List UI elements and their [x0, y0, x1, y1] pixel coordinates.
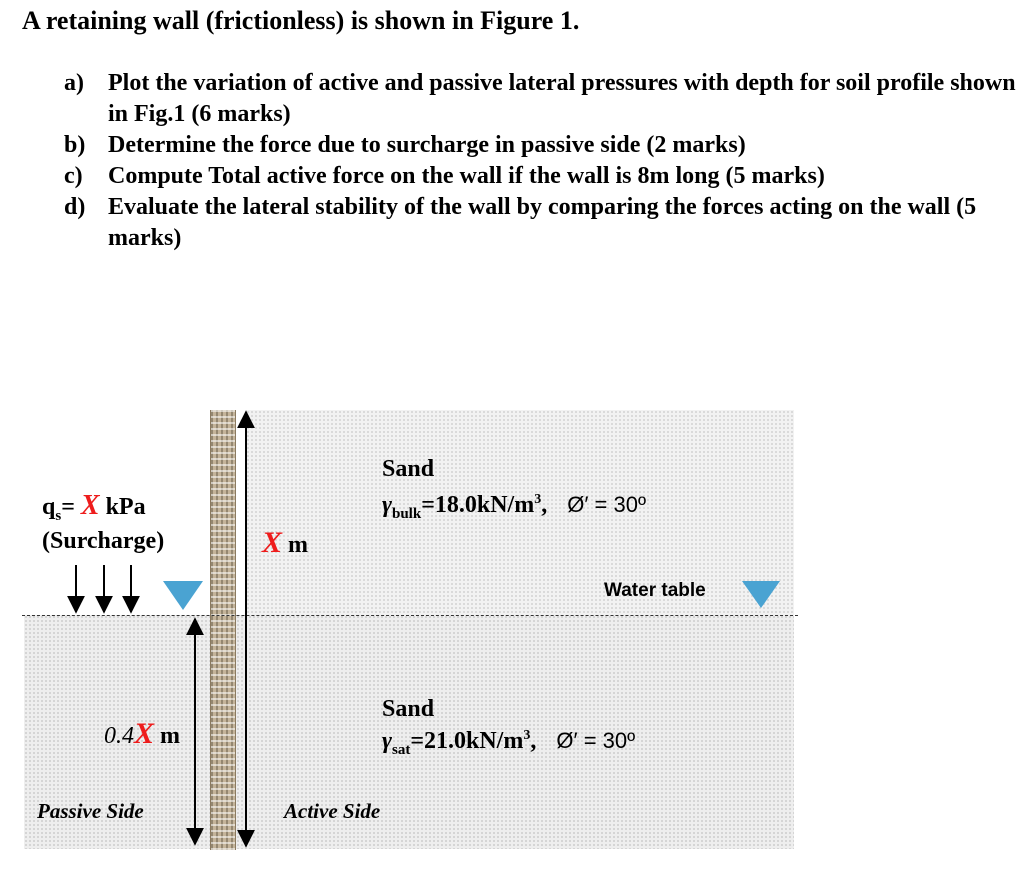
question-item	[64, 192, 1024, 254]
lower-separator: ,	[530, 728, 537, 754]
upper-height-unit: m	[288, 532, 309, 558]
active-side-label: Active Side	[284, 799, 381, 823]
lower-height-label	[104, 717, 180, 751]
question-marker: b)	[64, 132, 86, 158]
upper-height-variable: X	[262, 526, 283, 559]
question-item	[64, 130, 1024, 161]
lower-height-variable: X	[134, 717, 155, 750]
surcharge-unit: kPa	[105, 494, 146, 520]
surcharge-label: (Surcharge)	[42, 528, 165, 554]
upper-height-label	[262, 526, 308, 560]
upper-friction-angle: Ø′ = 30º	[567, 492, 647, 517]
figure-1	[0, 400, 1035, 874]
surcharge-variable: X	[80, 490, 100, 521]
upper-soil-properties	[382, 492, 646, 523]
lower-height-coef: 0.4	[104, 723, 134, 749]
question-text: Determine the force due to surcharge in passive side (2 marks)	[108, 132, 746, 158]
upper-separator: ,	[541, 492, 548, 518]
upper-gamma-subscript: bulk	[391, 505, 422, 522]
lower-soil-name: Sand	[382, 696, 435, 722]
water-table-label: Water table	[604, 580, 706, 601]
figure-overlay	[0, 400, 1035, 874]
passive-side-label: Passive Side	[37, 799, 144, 823]
lower-gamma-exponent: 3	[523, 728, 531, 743]
upper-soil-name: Sand	[382, 456, 435, 482]
surcharge-equals: =	[61, 494, 75, 520]
lower-gamma-subscript: sat	[391, 741, 411, 758]
question-marker: c)	[64, 163, 83, 189]
question-marker: a)	[64, 70, 84, 96]
surcharge-symbol	[42, 490, 146, 525]
upper-gamma-exponent: 3	[534, 492, 542, 507]
upper-gamma-symbol: γ	[382, 492, 392, 518]
surcharge-q: q	[42, 494, 56, 520]
question-text: Plot the variation of active and passive lateral pressures with depth for soil profile shown in Fig.1 (6 marks)	[108, 70, 1016, 127]
water-table-marker-passive	[163, 581, 203, 610]
question-item	[64, 68, 1024, 130]
surcharge-subscript: s	[55, 507, 62, 524]
upper-gamma-value: =18.0kN/m	[421, 492, 535, 518]
question-marker: d)	[64, 194, 86, 220]
water-table-marker-active	[742, 581, 780, 608]
lower-friction-angle: Ø′ = 30º	[556, 728, 636, 753]
lower-height-unit: m	[160, 723, 181, 749]
question-text: Evaluate the lateral stability of the wall by comparing the forces acting on the wall (5 marks)	[108, 194, 977, 251]
lower-gamma-symbol: γ	[382, 728, 392, 754]
question-list	[64, 68, 1024, 254]
lower-gamma-value: =21.0kN/m	[410, 728, 524, 754]
question-text: Compute Total active force on the wall if the wall is 8m long (5 marks)	[108, 163, 825, 189]
lower-soil-properties	[382, 728, 635, 759]
problem-heading: A retaining wall (frictionless) is shown in Figure 1.	[22, 6, 580, 35]
question-item	[64, 161, 1024, 192]
